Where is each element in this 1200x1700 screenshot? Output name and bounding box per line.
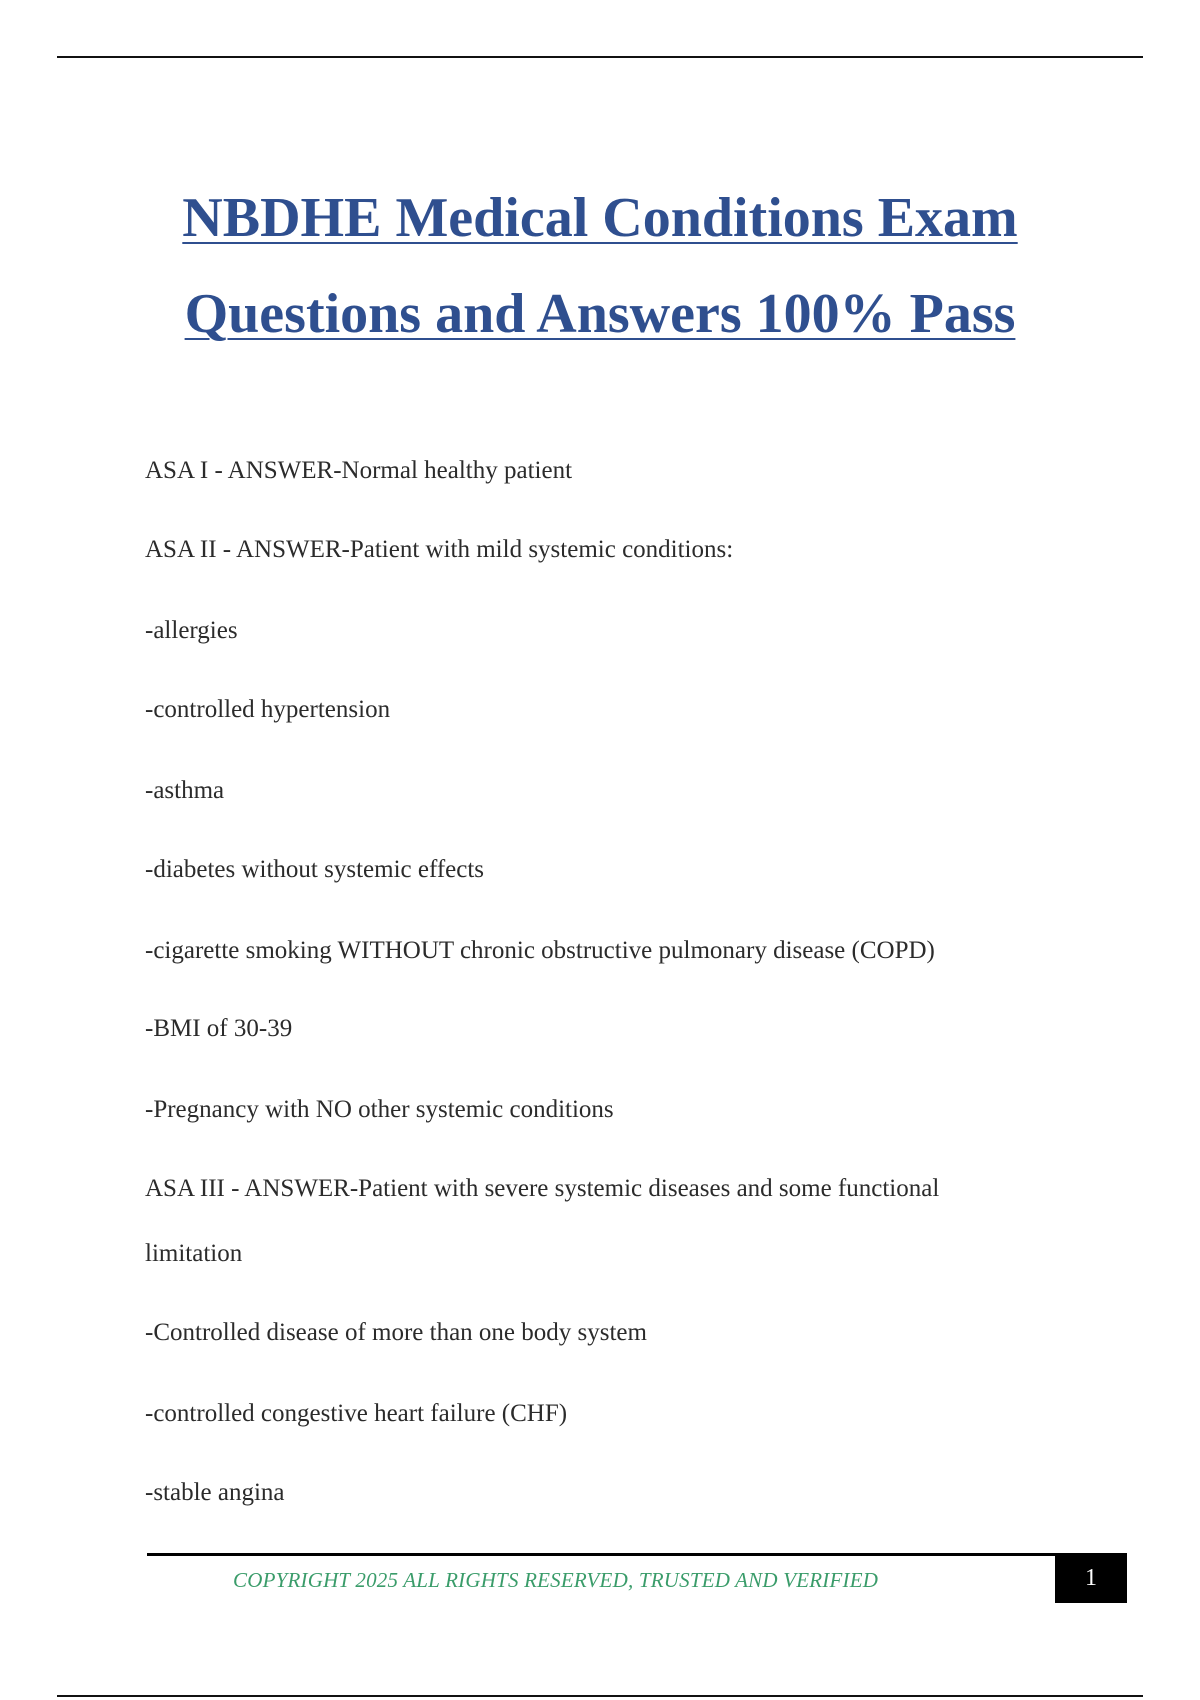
copyright-notice: COPYRIGHT 2025 ALL RIGHTS RESERVED, TRUSTED AND VERIFIED (233, 1568, 879, 1592)
list-item: -Controlled disease of more than one body system (145, 1319, 647, 1346)
list-item: -BMI of 30-39 (145, 1015, 293, 1042)
answer-line: ASA I - ANSWER-Normal healthy patient (145, 457, 573, 484)
answer-line: ASA III - ANSWER-Patient with severe systemic diseases and some functional (145, 1175, 940, 1202)
list-item: -controlled congestive heart failure (CHF) (145, 1400, 568, 1427)
title-line-1: NBDHE Medical Conditions Exam (182, 187, 1018, 249)
list-item: -Pregnancy with NO other systemic conditions (145, 1096, 614, 1123)
answer-line: ASA II - ANSWER-Patient with mild systemic conditions: (145, 536, 734, 563)
top-page-rule (57, 56, 1143, 58)
page-number: 1 (1055, 1553, 1127, 1603)
list-item: -controlled hypertension (145, 696, 391, 723)
bottom-page-rule (57, 1695, 1143, 1697)
answer-line-continued: limitation (145, 1240, 243, 1267)
list-item: -allergies (145, 617, 238, 644)
document-title (0, 170, 1200, 362)
list-item: -asthma (145, 777, 225, 804)
list-item: -cigarette smoking WITHOUT chronic obstructive pulmonary disease (COPD) (145, 937, 935, 964)
list-item: -stable angina (145, 1479, 285, 1506)
footer-rule (147, 1553, 1055, 1556)
list-item: -diabetes without systemic effects (145, 856, 485, 883)
title-line-2: Questions and Answers 100% Pass (184, 283, 1016, 345)
